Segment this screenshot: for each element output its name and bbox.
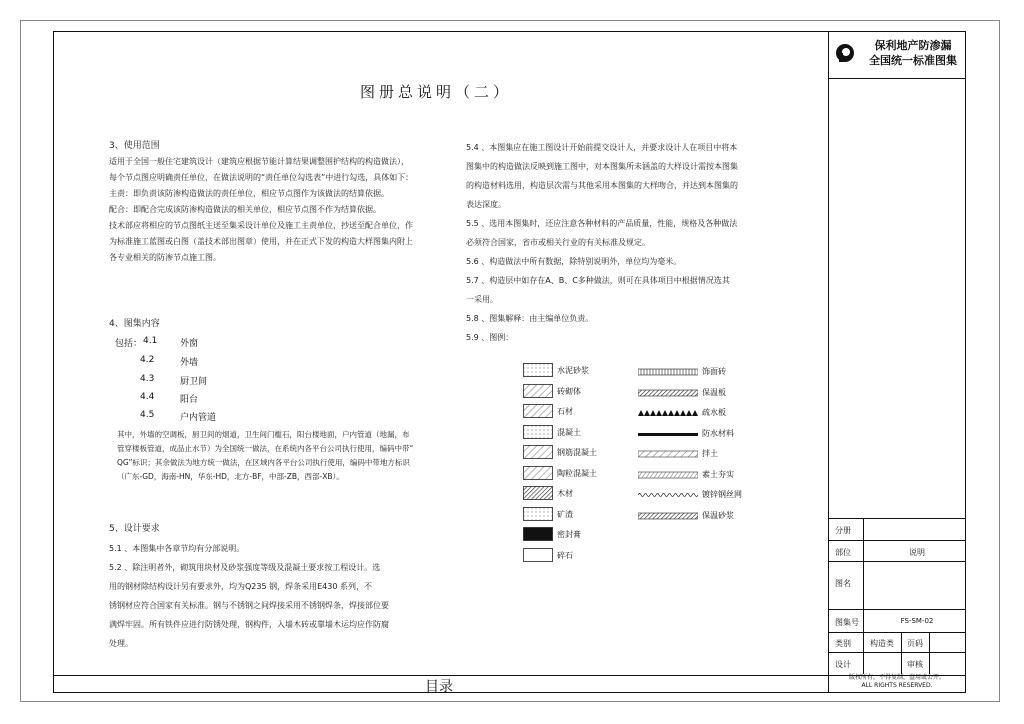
right-line: 5.4 、本图集应在施工图设计开始前提交设计人，并要求设计人在项目中将本 (466, 143, 738, 152)
section-5-line: 满焊牢固。所有铁件应进行防锈处理，钢构件，入墙木砖或靠墙木运均应作防腐 (109, 620, 389, 629)
legend-line-symbol (638, 471, 698, 479)
list-item-num: 4.5 (140, 410, 155, 420)
right-line: 必须符合国家，省市或相关行业的有关标准及规定。 (466, 238, 650, 247)
legend-swatch (523, 445, 553, 459)
section-4-note: （广东-GD，海南-HN，华东-HD，北方-BF，中部-ZB，西部-XB）。 (117, 472, 344, 481)
section-5-line: 处理。 (109, 639, 133, 648)
right-line: 5.8 、图集解释：由主编单位负责。 (466, 314, 594, 323)
tb-row-figure (829, 561, 965, 610)
category-value: 构造类 (870, 639, 894, 648)
tb-row-category (829, 632, 965, 653)
legend-swatch (523, 363, 553, 377)
legend-label: 保温板 (702, 387, 726, 397)
figure-label: 图名 (835, 579, 851, 588)
legend-label: 钢筋混凝土 (557, 448, 597, 457)
right-line: 5.9 、图例： (466, 333, 514, 342)
review-label: 审核 (907, 660, 923, 669)
poly-logo-icon (835, 43, 855, 63)
list-item-num: 4.2 (140, 355, 155, 365)
bottom-bar (53, 675, 828, 693)
section-5-heading: 5、设计要求 (109, 524, 160, 534)
legend-swatch (523, 404, 553, 418)
right-line: 一采用。 (466, 295, 498, 304)
section-5 (109, 520, 439, 653)
section-3-line: 主责：即负责该防渗构造做法的责任单位，相应节点图作为该做法的结算依据。 (109, 189, 389, 198)
list-item-label: 厨卫间 (180, 377, 208, 387)
title-block-header (829, 31, 965, 79)
legend-label: 饰面砖 (702, 367, 726, 376)
list-item-num: 4.1 (143, 336, 158, 346)
section-3 (109, 138, 439, 266)
section-5-line: 锈钢材应符合国家有关标准。钢与不锈钢之间焊接采用不锈钢焊条，焊接部位要 (109, 601, 389, 610)
section-4-prefix: 包括： (115, 339, 143, 349)
legend-label: 密封膏 (557, 530, 581, 539)
legend-line-symbol (638, 450, 698, 458)
section-5-line: 5.2 、除注明者外，砌筑用块材及砂浆强度等级及混凝土要求按工程设计。选 (109, 563, 381, 572)
tb-row-atlas (829, 609, 965, 633)
section-5-line: 5.1 、本图集中各章节均有分部说明。 (109, 544, 245, 553)
legend-swatch (523, 384, 553, 398)
legend-label: 防水材料 (702, 428, 734, 438)
category-label: 类别 (835, 639, 851, 648)
fence-label: 分册 (835, 526, 851, 535)
section-4-note: 管穿楼板管道，成品止水节）为全国统一做法，在系统内各平台公司执行使用，编码中带“ (117, 444, 414, 453)
legend-line-symbol (638, 430, 698, 438)
company-line-2: 全国统一标准图集 (869, 54, 957, 67)
page-title: 图册总说明（二） (360, 83, 513, 101)
legend-label: 疏水板 (702, 408, 726, 417)
legend-swatch (523, 548, 553, 562)
section-3-line: 技术部应将相应的节点图纸主送至集采设计单位及施工主责单位，抄送至配合单位，作 (109, 221, 413, 230)
legend-label: 保温砂浆 (702, 510, 734, 520)
right-column-text (466, 138, 806, 347)
page-label: 页码 (907, 639, 923, 648)
atlas-no-label: 图集号 (835, 618, 859, 627)
tb-row-design (829, 652, 965, 676)
right-line: 5.6 、构造做法中所有数据，除特别说明外，单位均为毫米。 (466, 257, 682, 266)
legend-line-symbol (638, 491, 698, 499)
copyright-line-2: ALL RIGHTS RESERVED. (861, 682, 933, 689)
section-3-line: 适用于全国一般住宅建筑设计（建筑应根据节能计算结果调整围护结构的构造做法）， (109, 157, 409, 166)
legend-label: 陶粒混凝土 (557, 468, 597, 478)
tb-row-fence (829, 518, 965, 541)
list-item-label: 阳台 (180, 395, 199, 405)
company-name (861, 38, 965, 68)
company-line-1: 保利地产防渗漏 (874, 39, 952, 52)
tb-row-position (829, 540, 965, 562)
section-4 (109, 316, 429, 332)
legend-swatch (523, 527, 553, 541)
legend-label: 素土夯实 (702, 469, 734, 479)
section-4-heading: 4、图集内容 (109, 319, 160, 329)
legend-swatch (523, 486, 553, 500)
right-line: 5.5 、选用本图集时，还应注意各种材料的产品质量，性能，规格及各种做法 (466, 219, 738, 228)
legend-swatch (523, 425, 553, 439)
legend-label: 拌土 (702, 449, 718, 458)
legend-swatch (523, 466, 553, 480)
list-item-label: 户内管道 (180, 413, 217, 423)
legend-label: 砖砌体 (557, 386, 581, 396)
section-3-line: 为标准施工蓝图或白图（盖技术部出图章）使用，并在正式下发的构造大样图集内附上 (109, 237, 413, 246)
footer-label: 目录 (425, 679, 453, 695)
legend-label: 水泥砂浆 (557, 366, 589, 375)
legend-label: 木材 (557, 489, 573, 498)
list-item-label: 外墙 (180, 358, 199, 368)
list-item-num: 4.3 (140, 374, 155, 384)
atlas-no-value: FS-SM-02 (900, 617, 934, 625)
legend-label: 石材 (557, 407, 573, 416)
right-line: 图集中的构造做法反映到施工图中，对本图集所未涵盖的大样设计需按本图集 (466, 162, 738, 171)
right-line: 5.7 、构造层中如存在A、B、C多种做法，则可在具体项目中根据情况选其 (466, 276, 730, 285)
section-3-line: 每个节点图应明确责任单位，在做法说明的“责任单位勾选表”中进行勾选，具体如下： (109, 173, 414, 182)
section-4-note: QG”标识；其余做法为地方统一做法，在区域内各平台公司执行使用，编码中带地方标识 (117, 458, 410, 467)
tb-divider (901, 632, 902, 674)
design-label: 设计 (835, 660, 851, 669)
list-item-label: 外窗 (180, 339, 199, 349)
section-3-heading: 3、使用范围 (109, 141, 160, 151)
legend-line-symbol (638, 368, 698, 376)
tb-divider (863, 518, 864, 674)
right-line: 的构造材料选用，构造层次需与其他采用本图集的大样吻合，并达到本图集的 (466, 181, 738, 190)
section-3-line: 配合：即配合完成该防渗构造做法的相关单位，相应节点图不作为结算依据。 (109, 205, 381, 214)
legend-label: 碎石 (557, 550, 573, 560)
legend-swatch (523, 507, 553, 521)
legend-label: 矿渣 (557, 509, 573, 519)
section-4-note: 其中，外墙的空调板，厨卫间的烟道，卫生间门槛石，阳台楼地面，户内管道（地漏，布 (117, 430, 410, 439)
tb-divider (929, 632, 930, 674)
section-4-notes (117, 428, 437, 484)
legend-line-symbol (638, 389, 698, 397)
legend-line-symbol (638, 512, 698, 520)
right-line: 表达深度。 (466, 200, 506, 209)
position-label: 部位 (835, 548, 851, 557)
section-5-line: 用的钢材除结构设计另有要求外，均为Q235 钢，焊条采用E430 系列，不 (109, 582, 372, 591)
list-item-num: 4.4 (140, 392, 155, 402)
title-block (828, 31, 966, 693)
legend-label: 镀锌钢丝网 (702, 490, 742, 499)
position-value: 说明 (909, 548, 925, 557)
legend-label: 混凝土 (557, 427, 581, 437)
copyright-line-1: 版权所有，不得复制，盗用或公开。 (848, 674, 945, 681)
legend-line-symbol (638, 409, 698, 417)
copyright (829, 674, 965, 690)
section-3-line: 各专业相关的防渗节点施工图。 (109, 253, 221, 262)
